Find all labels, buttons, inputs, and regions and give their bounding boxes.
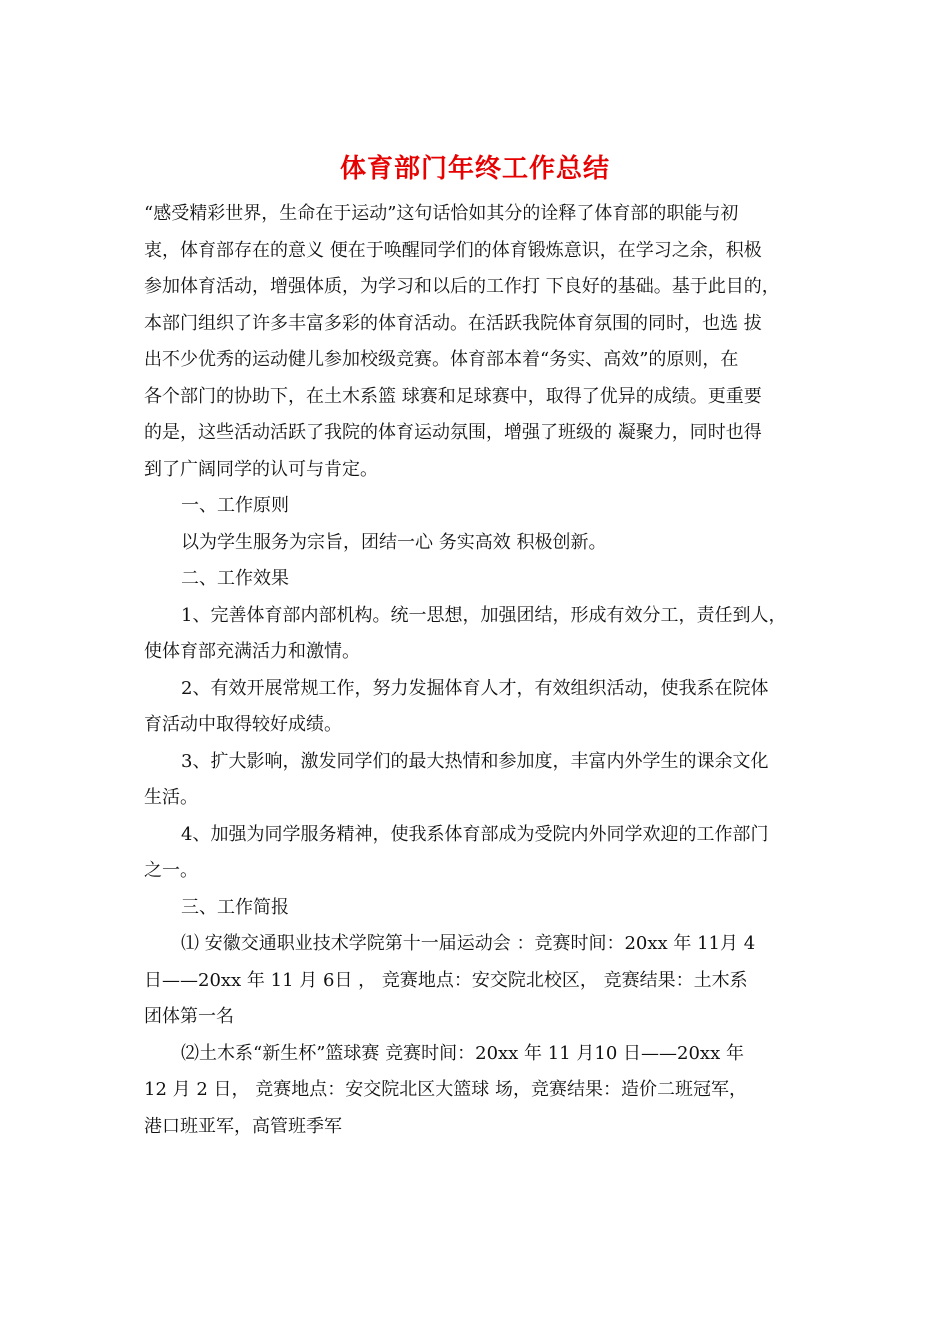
text-line: “感受精彩世界，生命在于运动”这句话恰如其分的诠释了体育部的职能与初	[144, 203, 739, 224]
text-line: 各个部门的协助下，在土木系篮 球赛和足球赛中，取得了优异的成绩。更重要	[144, 385, 762, 407]
text-line: ⑴ 安徽交通职业技术学院第十一届运动会 ：竞赛时间：20xx 年 11月 4	[181, 933, 756, 954]
text-line: 日——20xx 年 11 月 6日 ， 竞赛地点：安交院北校区， 竞赛结果：土木系	[144, 969, 748, 991]
text-line: 1、完善体育部内部机构。统一思想，加强团结，形成有效分工，责任到人，	[181, 604, 787, 626]
text-line: 生活。	[144, 787, 198, 808]
text-line: 二、工作效果	[181, 568, 289, 589]
text-line: 之一。	[144, 860, 198, 881]
text-line: 使体育部充满活力和激情。	[144, 641, 360, 662]
text-line: 12 月 2 日， 竞赛地点：安交院北区大篮球 场，竞赛结果：造价二班冠军，	[144, 1079, 747, 1100]
text-line: 4、加强为同学服务精神，使我系体育部成为受院内外同学欢迎的工作部门	[181, 823, 769, 845]
text-line: 本部门组织了许多丰富多彩的体育活动。在活跃我院体育氛围的同时，也选 拔	[144, 312, 762, 334]
text-line: 到了广阔同学的认可与肯定。	[144, 458, 378, 480]
text-line: ⑵土木系“新生杯”篮球赛 竞赛时间：20xx 年 11 月10 日——20xx 年	[181, 1042, 744, 1064]
text-line: 参加体育活动，增强体质，为学习和以后的工作打 下良好的基础。基于此目的，	[144, 276, 780, 297]
text-line: 2、有效开展常规工作，努力发掘体育人才，有效组织活动，使我系在院体	[181, 677, 769, 699]
document-title: 体育部门年终工作总结	[339, 154, 610, 184]
text-line: 以为学生服务为宗旨，团结一心 务实高效 积极创新。	[181, 531, 607, 553]
text-line: 衷，体育部存在的意义 便在于唤醒同学们的体育锻炼意识，在学习之余，积极	[144, 239, 762, 261]
text-line: 出不少优秀的运动健儿参加校级竞赛。体育部本着“务实、高效”的原则，在	[144, 349, 739, 370]
document-body	[144, 196, 824, 1145]
text-line: 团体第一名	[144, 1006, 234, 1027]
text-line: 的是，这些活动活跃了我院的体育运动氛围，增强了班级的 凝聚力，同时也得	[144, 422, 762, 443]
text-line: 育活动中取得较好成绩。	[144, 714, 342, 735]
text-line: 三、工作简报	[181, 896, 289, 918]
text-line: 3、扩大影响，激发同学们的最大热情和参加度，丰富内外学生的课余文化	[181, 750, 769, 772]
text-line: 港口班亚军，高管班季军	[144, 1115, 342, 1137]
text-line: 一、工作原则	[181, 495, 289, 516]
